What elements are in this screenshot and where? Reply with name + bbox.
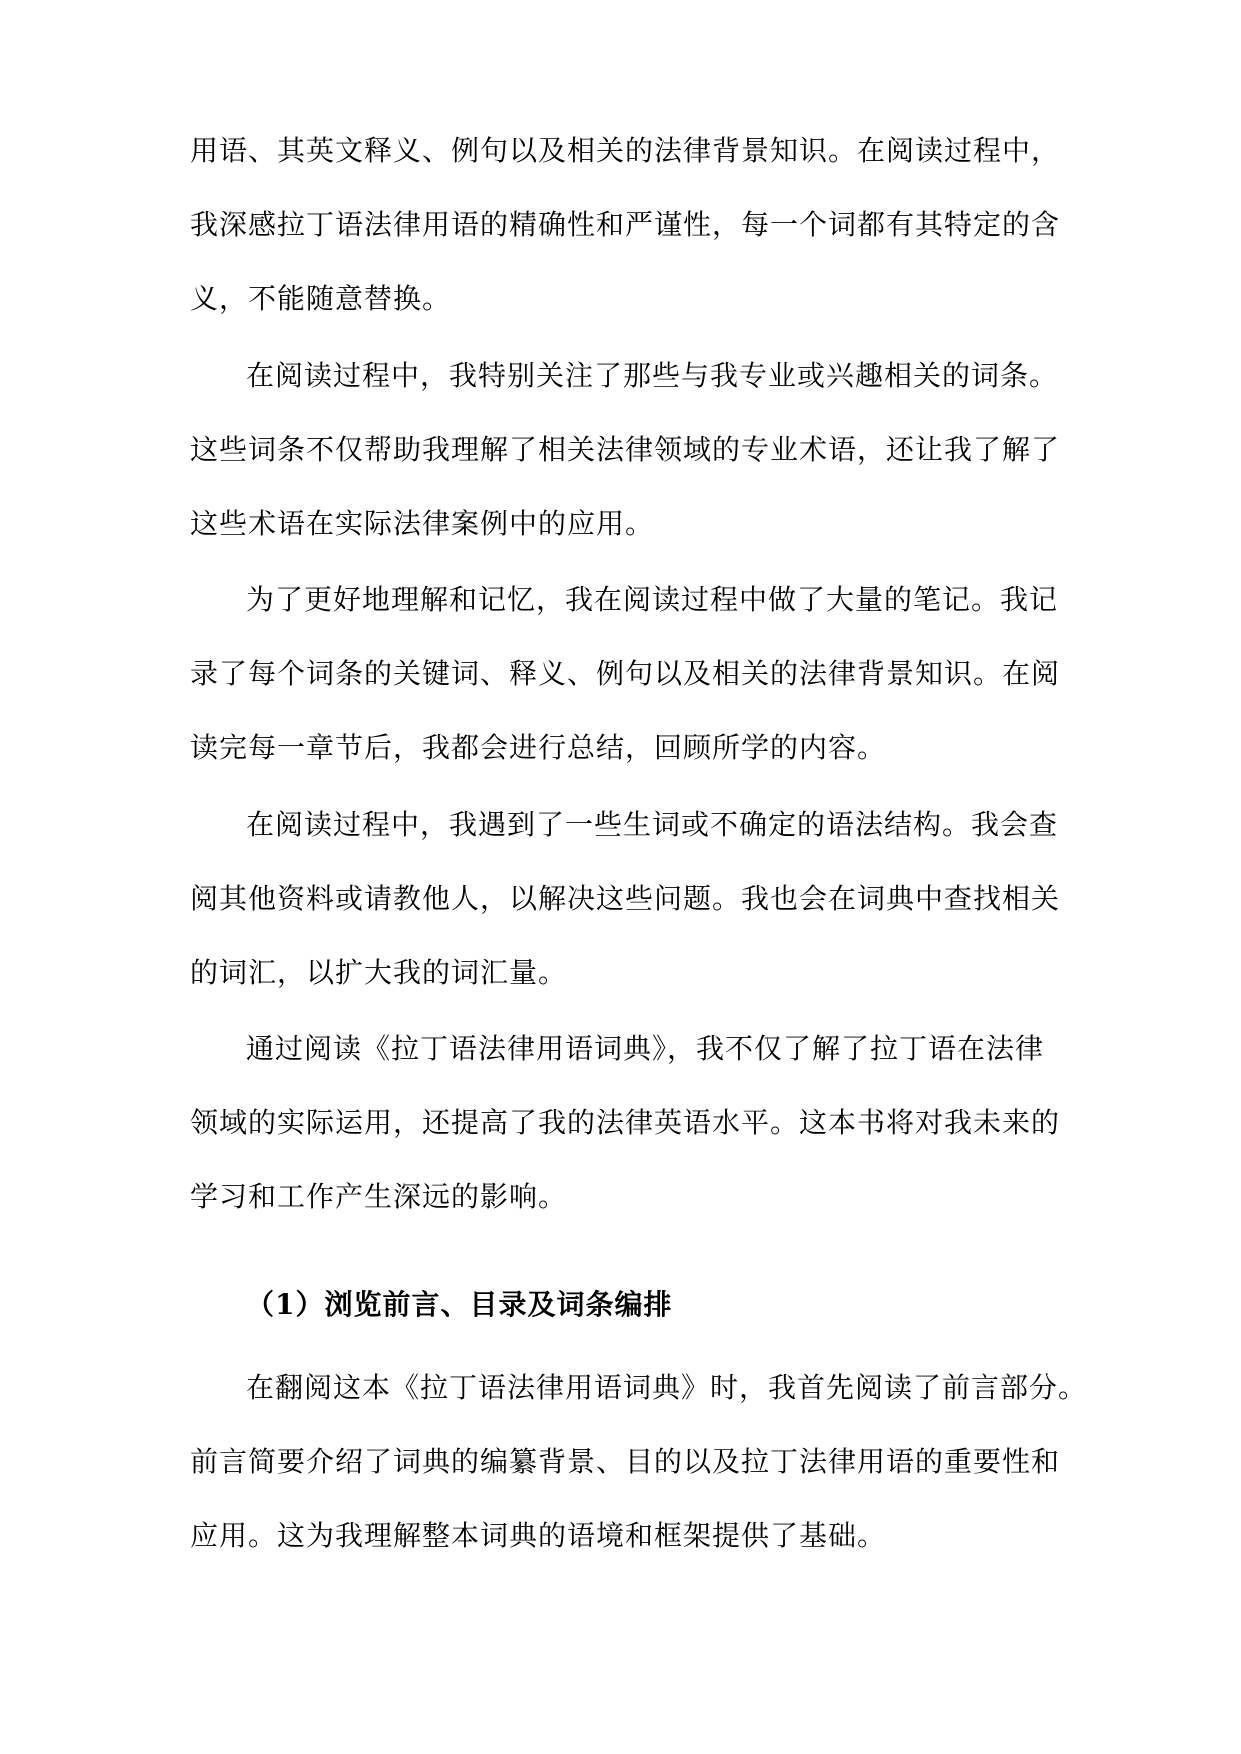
paragraph-line: 应用。这为我理解整本词典的语境和框架提供了基础。 xyxy=(190,1519,887,1552)
section-heading: （1）浏览前言、目录及词条编排 xyxy=(246,1288,673,1321)
paragraph-line: 录了每个词条的关键词、释义、例句以及相关的法律背景知识。在阅 xyxy=(190,657,1061,690)
paragraph-line: 这些术语在实际法律案例中的应用。 xyxy=(190,507,655,540)
paragraph-line: 学习和工作产生深远的影响。 xyxy=(190,1180,568,1213)
paragraph-line: 为了更好地理解和记忆，我在阅读过程中做了大量的笔记。我记 xyxy=(246,583,1059,616)
paragraph-line: 通过阅读《拉丁语法律用语词典》，我不仅了解了拉丁语在法律 xyxy=(246,1032,1045,1065)
paragraph-line: 领域的实际运用，还提高了我的法律英语水平。这本书将对我未来的 xyxy=(190,1106,1061,1139)
paragraph-line: 在阅读过程中，我特别关注了那些与我专业或兴趣相关的词条。 xyxy=(246,359,1059,392)
paragraph-line: 读完每一章节后，我都会进行总结，回顾所学的内容。 xyxy=(190,731,887,764)
paragraph-line: 这些词条不仅帮助我理解了相关法律领域的专业术语，还让我了解了 xyxy=(190,433,1061,466)
paragraph-line: 义，不能随意替换。 xyxy=(190,282,452,315)
paragraph-line: 阅其他资料或请教他人，以解决这些问题。我也会在词典中查找相关 xyxy=(190,882,1061,915)
paragraph-line: 用语、其英文释义、例句以及相关的法律背景知识。在阅读过程中， xyxy=(190,134,1061,167)
paragraph-line: 我深感拉丁语法律用语的精确性和严谨性，每一个词都有其特定的含 xyxy=(190,208,1061,241)
paragraph-line: 的词汇，以扩大我的词汇量。 xyxy=(190,956,568,989)
paragraph-line: 在阅读过程中，我遇到了一些生词或不确定的语法结构。我会查 xyxy=(246,808,1059,841)
paragraph-line: 前言简要介绍了词典的编纂背景、目的以及拉丁法律用语的重要性和 xyxy=(190,1445,1061,1478)
paragraph-line: 在翻阅这本《拉丁语法律用语词典》时，我首先阅读了前言部分。 xyxy=(246,1371,1088,1404)
